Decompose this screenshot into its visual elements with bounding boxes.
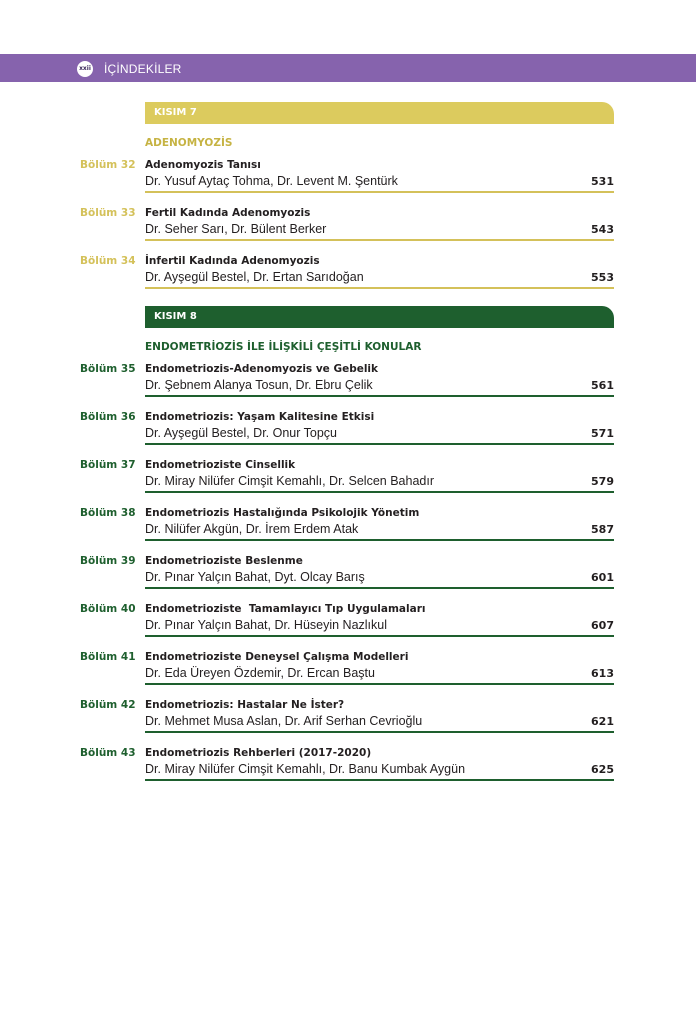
chapter-number: Bölüm 38 [80, 507, 136, 519]
entry-divider [145, 779, 614, 781]
toc-entry-37[interactable] [0, 458, 696, 498]
toc-entry-42[interactable] [0, 698, 696, 738]
chapter-authors: Dr. Şebnem Alanya Tosun, Dr. Ebru Çelik [145, 378, 373, 392]
chapter-number: Bölüm 35 [80, 363, 136, 375]
part-7-heading: ADENOMYOZİS [145, 137, 233, 149]
chapter-page-number: 587 [591, 523, 614, 536]
chapter-number: Bölüm 36 [80, 411, 136, 423]
chapter-authors: Dr. Seher Sarı, Dr. Bülent Berker [145, 222, 327, 236]
chapter-title: Endometriozis-Adenomyozis ve Gebelik [145, 363, 379, 375]
chapter-authors: Dr. Ayşegül Bestel, Dr. Ertan Sarıdoğan [145, 270, 364, 284]
toc-entry-39[interactable] [0, 554, 696, 594]
chapter-number: Bölüm 42 [80, 699, 136, 711]
chapter-title: Endometriozis: Yaşam Kalitesine Etkisi [145, 411, 375, 423]
chapter-authors: Dr. Miray Nilüfer Cimşit Kemahlı, Dr. Selcen Bahadır [145, 474, 434, 488]
chapter-number: Bölüm 33 [80, 207, 136, 219]
page-title: İÇİNDEKİLER [104, 62, 182, 76]
toc-entry-38[interactable] [0, 506, 696, 546]
chapter-page-number: 621 [591, 715, 614, 728]
chapter-authors: Dr. Mehmet Musa Aslan, Dr. Arif Serhan Cevrioğlu [145, 714, 423, 728]
chapter-authors: Dr. Pınar Yalçın Bahat, Dyt. Olcay Barış [145, 570, 365, 584]
chapter-authors: Dr. Nilüfer Akgün, Dr. İrem Erdem Atak [145, 522, 359, 536]
entry-divider [145, 191, 614, 193]
chapter-page-number: 543 [591, 223, 614, 236]
entry-divider [145, 395, 614, 397]
chapter-title: Endometriozis Hastalığında Psikolojik Yönetim [145, 507, 420, 519]
chapter-page-number: 579 [591, 475, 614, 488]
entry-divider [145, 239, 614, 241]
chapter-number: Bölüm 39 [80, 555, 136, 567]
chapter-title: Endometriozis Rehberleri (2017-2020) [145, 747, 372, 759]
chapter-number: Bölüm 40 [80, 603, 136, 615]
chapter-page-number: 607 [591, 619, 614, 632]
entry-divider [145, 491, 614, 493]
entry-divider [145, 539, 614, 541]
chapter-title: Endometrioziste Deneysel Çalışma Modelleri [145, 651, 409, 663]
toc-entry-43[interactable] [0, 746, 696, 786]
toc-entry-32[interactable] [0, 158, 696, 198]
entry-divider [145, 443, 614, 445]
toc-entry-41[interactable] [0, 650, 696, 690]
chapter-page-number: 601 [591, 571, 614, 584]
chapter-title: Endometrioziste Cinsellik [145, 459, 296, 471]
toc-entry-40[interactable] [0, 602, 696, 642]
chapter-page-number: 613 [591, 667, 614, 680]
part-8-bar: KISIM 8 [145, 306, 614, 328]
entry-divider [145, 683, 614, 685]
toc-entry-33[interactable] [0, 206, 696, 246]
chapter-number: Bölüm 41 [80, 651, 136, 663]
chapter-number: Bölüm 37 [80, 459, 136, 471]
chapter-authors: Dr. Miray Nilüfer Cimşit Kemahlı, Dr. Banu Kumbak Aygün [145, 762, 466, 776]
toc-entry-36[interactable] [0, 410, 696, 450]
chapter-page-number: 531 [591, 175, 614, 188]
chapter-title: İnfertil Kadında Adenomyozis [145, 255, 320, 267]
entry-divider [145, 731, 614, 733]
chapter-authors: Dr. Pınar Yalçın Bahat, Dr. Hüseyin Nazlıkul [145, 618, 388, 632]
chapter-page-number: 553 [591, 271, 614, 284]
chapter-authors: Dr. Eda Üreyen Özdemir, Dr. Ercan Baştu [145, 666, 375, 680]
page-number-badge: xxii [77, 61, 93, 77]
chapter-title: Endometriozis: Hastalar Ne İster? [145, 699, 345, 711]
chapter-title: Adenomyozis Tanısı [145, 159, 261, 171]
entry-divider [145, 287, 614, 289]
chapter-title: Endometrioziste Beslenme [145, 555, 303, 567]
chapter-authors: Dr. Yusuf Aytaç Tohma, Dr. Levent M. Şentürk [145, 174, 398, 188]
entry-divider [145, 635, 614, 637]
chapter-number: Bölüm 43 [80, 747, 136, 759]
chapter-number: Bölüm 34 [80, 255, 136, 267]
toc-entry-34[interactable] [0, 254, 696, 294]
toc-entry-35[interactable] [0, 362, 696, 402]
chapter-page-number: 571 [591, 427, 614, 440]
chapter-title: Endometrioziste Tamamlayıcı Tıp Uygulamaları [145, 603, 426, 615]
chapter-page-number: 625 [591, 763, 614, 776]
chapter-page-number: 561 [591, 379, 614, 392]
chapter-title: Fertil Kadında Adenomyozis [145, 207, 311, 219]
entry-divider [145, 587, 614, 589]
chapter-number: Bölüm 32 [80, 159, 136, 171]
part-7-bar: KISIM 7 [145, 102, 614, 124]
chapter-authors: Dr. Ayşegül Bestel, Dr. Onur Topçu [145, 426, 337, 440]
part-8-heading: ENDOMETRİOZİS İLE İLİŞKİLİ ÇEŞİTLİ KONULAR [145, 341, 422, 353]
